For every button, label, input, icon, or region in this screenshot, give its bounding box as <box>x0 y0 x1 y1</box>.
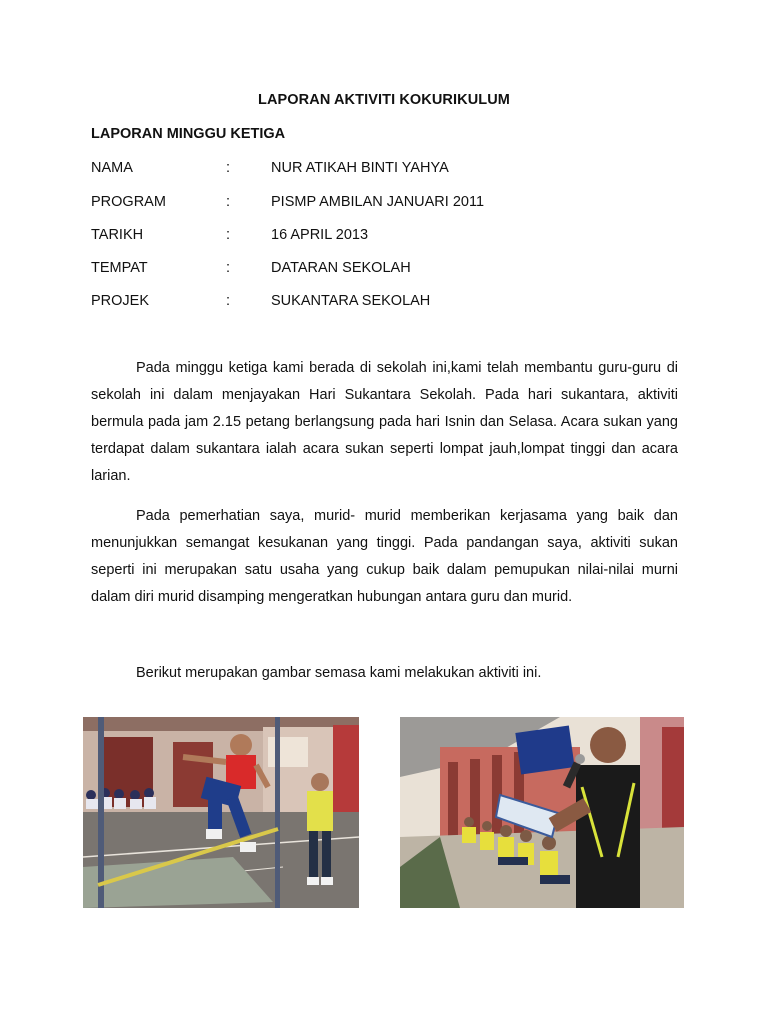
info-label: NAMA <box>91 160 133 176</box>
info-value: SUKANTARA SEKOLAH <box>271 293 431 309</box>
info-label: PROGRAM <box>91 194 166 210</box>
info-label: TARIKH <box>91 227 144 243</box>
info-label: PROJEK <box>91 293 150 309</box>
info-separator: : <box>226 227 231 243</box>
info-separator: : <box>226 293 231 309</box>
info-separator: : <box>226 160 231 176</box>
info-row-tempat <box>0 260 768 280</box>
paragraph-1: Pada minggu ketiga kami berada di sekolah ini,kami telah membantu guru-guru di sekolah ini dalam menjayakan Hari Sukantara Sekolah. Pada hari sukantara, aktiviti bermula pada jam 2.15 petang berlangsung pada hari Isnin dan Selasa. Acara sukan yang terdapat dalam sukantara ialah acara sukan seperti lompat jauh,lompat tinggi dan acara larian. <box>91 360 678 484</box>
info-row-nama <box>0 160 768 180</box>
info-row-program <box>0 194 768 214</box>
info-row-tarikh <box>0 227 768 247</box>
photo-announcer <box>400 717 684 908</box>
photo-high-jump <box>83 717 359 908</box>
info-value: DATARAN SEKOLAH <box>271 260 411 276</box>
info-separator: : <box>226 194 231 210</box>
info-value: NUR ATIKAH BINTI YAHYA <box>271 160 449 176</box>
photo-intro-text: Berikut merupakan gambar semasa kami melakukan aktiviti ini. <box>136 665 542 681</box>
report-title: LAPORAN AKTIVITI KOKURIKULUM <box>258 92 510 108</box>
info-row-projek <box>0 293 768 313</box>
info-separator: : <box>226 260 231 276</box>
info-label: TEMPAT <box>91 260 148 276</box>
info-value: 16 APRIL 2013 <box>271 227 369 243</box>
paragraph-2: Pada pemerhatian saya, murid- murid memberikan kerjasama yang baik dan menunjukkan semangat kesukanan yang tinggi. Pada pandangan saya, aktiviti sukan seperti ini merupakan satu usaha yang cukup baik dalam pemupukan nilai-nilai murni dalam diri murid disamping mengeratkan hubungan antara guru dan murid. <box>91 508 678 605</box>
info-value: PISMP AMBILAN JANUARI 2011 <box>271 194 485 210</box>
report-subtitle: LAPORAN MINGGU KETIGA <box>91 126 286 142</box>
